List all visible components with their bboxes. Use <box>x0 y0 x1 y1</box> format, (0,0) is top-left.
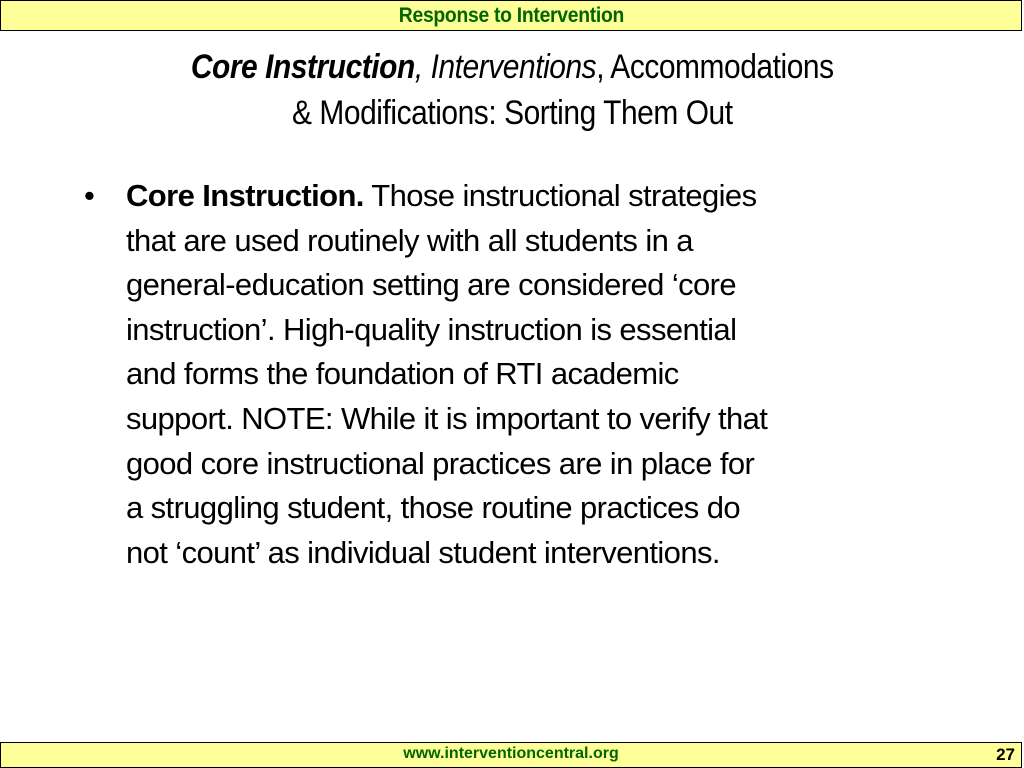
title-interventions: Interventions <box>430 48 596 86</box>
bullet-line-8: a struggling student, those routine practices do <box>126 490 740 526</box>
bullet-icon: • <box>84 178 95 213</box>
bullet-line-1: Those instructional strategies <box>363 178 757 213</box>
title-accommodations: , Accommodations <box>595 48 834 86</box>
bullet-lead: Core Instruction. <box>126 178 364 213</box>
bullet-line-3: general-education setting are considered ‘core <box>126 267 737 303</box>
bullet-line-2: that are used routinely with all students in a <box>126 222 693 258</box>
footer-url-link[interactable]: www.interventioncentral.org <box>403 745 619 762</box>
bullet-line-7: good core instructional practices are in place for <box>126 445 755 481</box>
bullet-line-6: support. NOTE: While it is important to verify that <box>126 400 768 436</box>
title-core-instruction: Core Instruction <box>190 48 415 86</box>
bullet-line-4: instruction’. High-quality instruction is essential <box>126 311 737 347</box>
bullet-line-9: not ‘count’ as individual student interventions. <box>126 534 720 570</box>
bullet-item <box>84 174 964 575</box>
bullet-line-5: and forms the foundation of RTI academic <box>126 356 679 392</box>
title-line-2: & Modifications: Sorting Them Out <box>291 94 733 132</box>
slide-title <box>60 44 964 136</box>
bullet-text <box>126 174 964 575</box>
page-number: 27 <box>996 745 1015 764</box>
footer-banner <box>0 742 1022 768</box>
title-separator: , <box>414 48 431 86</box>
header-banner-text: Response to Intervention <box>398 3 624 27</box>
title-line-1 <box>191 44 834 90</box>
slide-body <box>84 174 964 575</box>
header-banner <box>0 0 1022 31</box>
